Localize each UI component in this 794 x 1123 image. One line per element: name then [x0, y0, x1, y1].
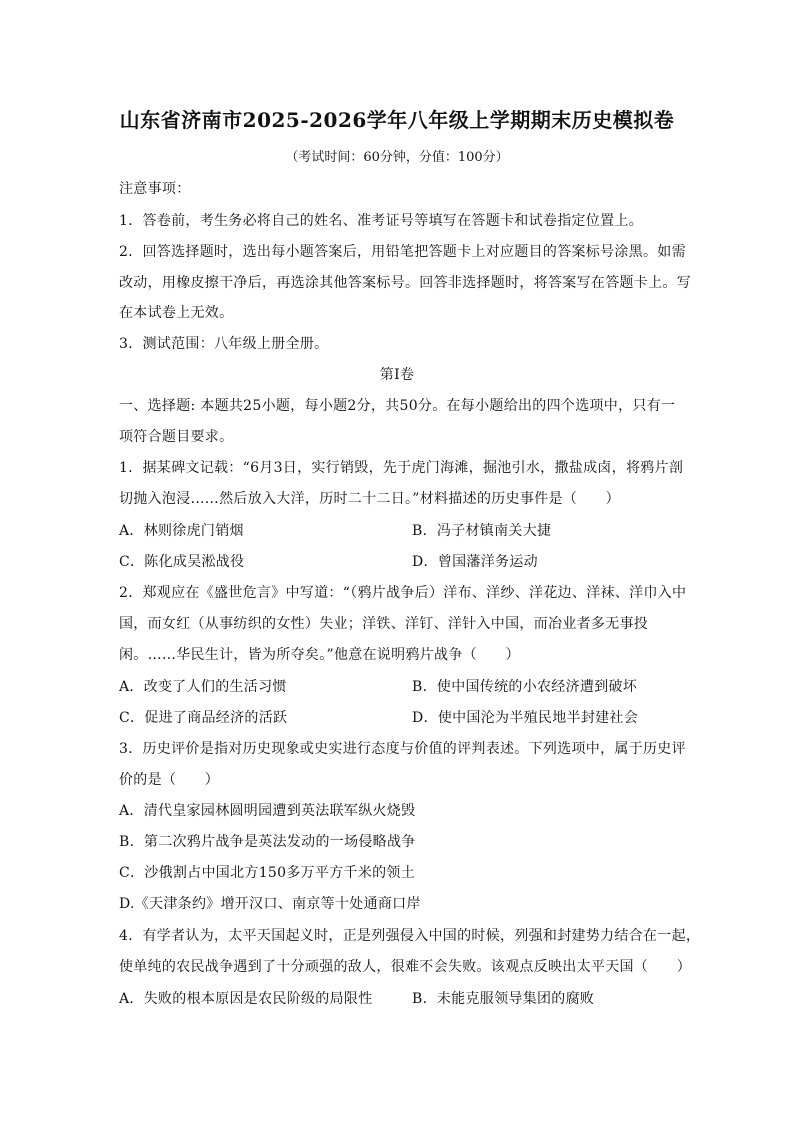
question-1-option-b: B．冯子材镇南关大捷 [412, 523, 552, 539]
section-intro: 项符合题目要求。 [119, 429, 234, 445]
question-2-option-b: B．使中国传统的小农经济遭到破坏 [412, 679, 638, 695]
notice-item: 3．测试范围：八年级上册全册。 [119, 336, 329, 352]
question-4-option-b: B．未能克服领导集团的腐败 [412, 991, 595, 1007]
notice-item: 在本试卷上无效。 [119, 305, 234, 321]
question-2-option-c: C．促进了商品经济的活跃 [119, 710, 288, 726]
question-3-option-a: A．清代皇家园林圆明园遭到英法联军纵火烧毁 [119, 803, 416, 819]
exam-subtitle: （考试时间：60分钟，分值：100分） [285, 150, 509, 165]
question-1-option-a: A．林则徐虎门销烟 [119, 523, 244, 539]
question-2-stem: 2．郑观应在《盛世危言》中写道：“（鸦片战争后）洋布、洋纱、洋花边、洋袜、洋巾入中 [119, 585, 687, 601]
exam-title: 山东省济南市2025-2026学年八年级上学期期末历史模拟卷 [119, 108, 675, 132]
section-intro: 一、选择题: 本题共25小题，每小题2分，共50分。在每小题给出的四个选项中，只有一 [119, 398, 676, 414]
notice-item: 1．答卷前，考生务必将自己的姓名、准考证号等填写在答题卡和试卷指定位置上。 [119, 213, 644, 229]
question-2-stem: 闲。……华民生计，皆为所夺矣。”他意在说明鸦片战争（ ） [119, 647, 520, 663]
question-2-option-a: A．改变了人们的生活习惯 [119, 679, 287, 695]
question-1-stem: 切抛入泡浸……然后放入大洋，历时二十二日。”材料描述的历史事件是（ ） [119, 491, 620, 507]
question-3-stem: 价的是（ ） [119, 772, 220, 788]
question-3-stem: 3．历史评价是指对历史现象或史实进行态度与价值的评判表述。下列选项中，属于历史评 [119, 741, 686, 757]
question-3-option-b: B．第二次鸦片战争是英法发动的一场侵略战争 [119, 834, 416, 850]
question-1-stem: 1．据某碑文记载：“6月3日，实行销毁，先于虎门海滩，掘池引水，撒盐成卤，将鸦片剖 [119, 460, 684, 476]
notice-item: 改动，用橡皮擦干净后，再选涂其他答案标号。回答非选择题时，将答案写在答题卡上。写 [119, 275, 691, 291]
question-3-option-d: D.《天津条约》增开汉口、南京等十处通商口岸 [119, 896, 421, 912]
notice-heading: 注意事项： [119, 181, 191, 197]
question-4-stem: 使单纯的农民战争遇到了十分顽强的敌人，很难不会失败。该观点反映出太平天国（ ） [119, 959, 691, 975]
volume-heading: 第I卷 [379, 367, 415, 383]
question-2-stem: 国，而女红（从事纺织的女性）失业；洋铁、洋钉、洋针入中国，而冶业者多无事投 [119, 616, 649, 632]
question-1-option-d: D．曾国藩洋务运动 [412, 554, 538, 570]
notice-item: 2．回答选择题时，选出每小题答案后，用铅笔把答题卡上对应题目的答案标号涂黑。如需 [119, 244, 686, 260]
question-3-option-c: C．沙俄割占中国北方150多万平方千米的领土 [119, 865, 416, 881]
question-4-stem: 4．有学者认为，太平天国起义时，正是列强侵入中国的时候，列强和封建势力结合在一起， [119, 928, 701, 944]
question-1-option-c: C．陈化成吴淞战役 [119, 554, 245, 570]
question-4-option-a: A．失败的根本原因是农民阶级的局限性 [119, 991, 373, 1007]
question-2-option-d: D．使中国沦为半殖民地半封建社会 [412, 710, 639, 726]
